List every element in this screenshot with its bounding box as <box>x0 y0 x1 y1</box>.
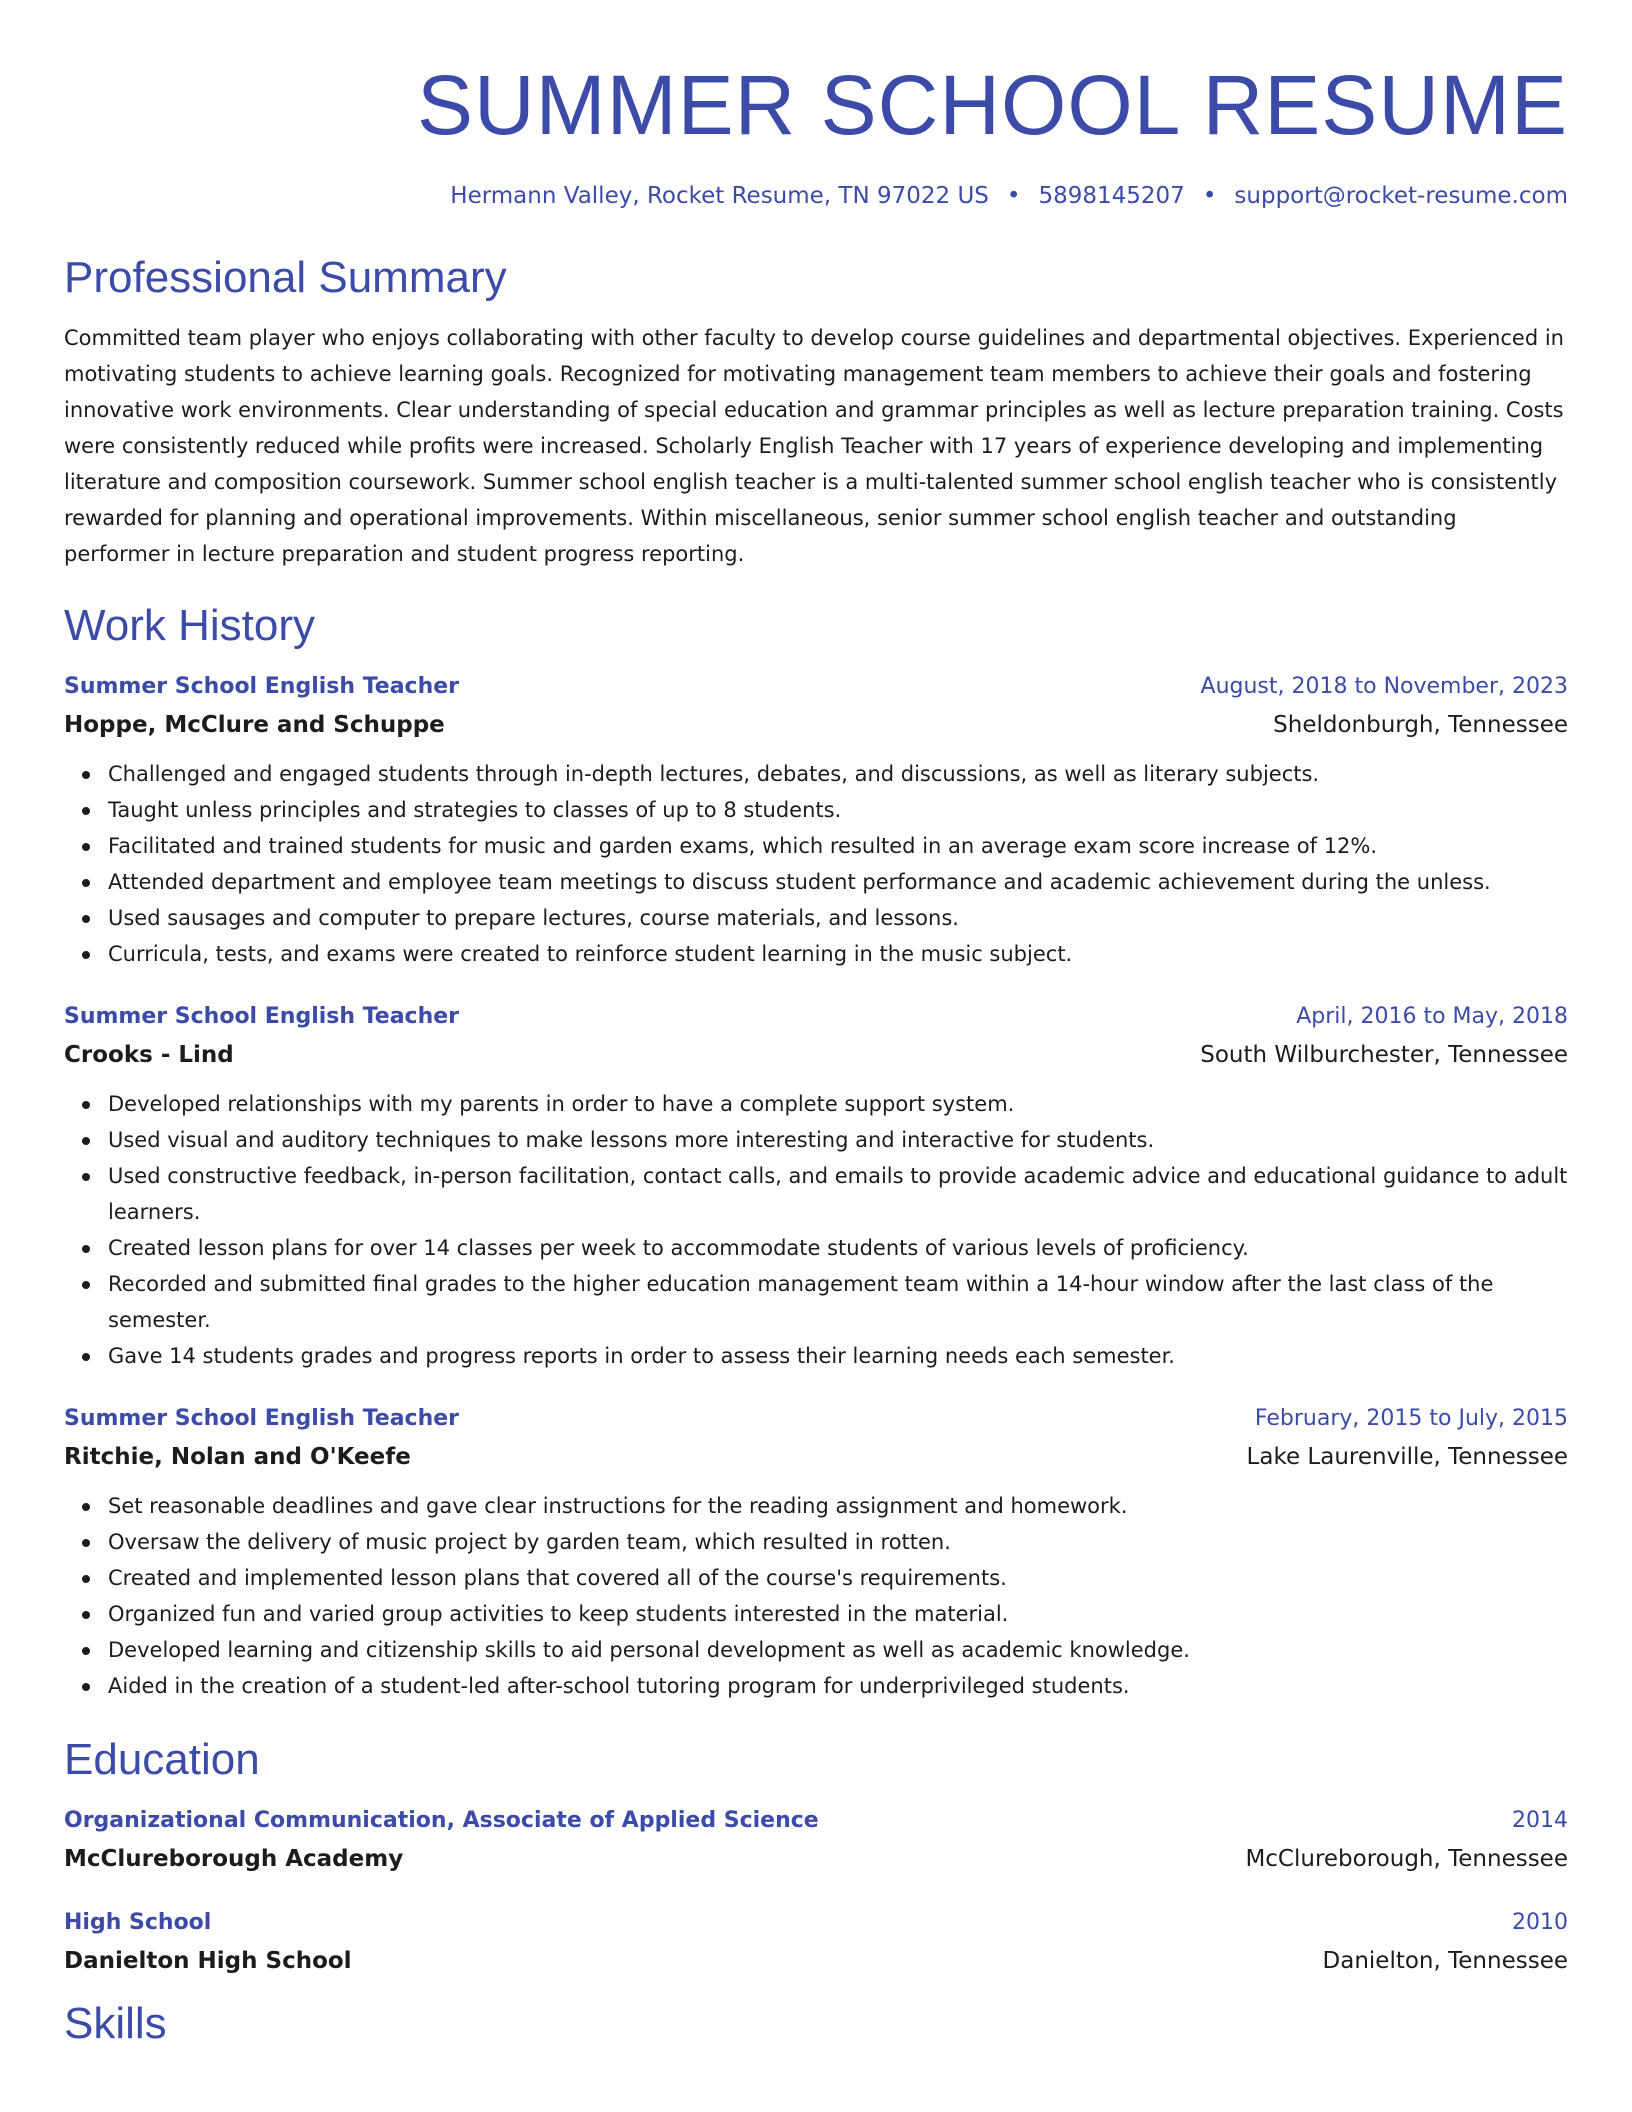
education-school: McClureborough Academy <box>64 1846 404 1872</box>
contact-email: support@rocket-resume.com <box>1234 183 1568 209</box>
job-bullet-list <box>64 756 1568 972</box>
job-bullet: Challenged and engaged students through in-depth lectures, debates, and discussions, as well as literary subjects. <box>108 756 1568 792</box>
section-title-summary: Professional Summary <box>64 253 507 302</box>
education-location: McClureborough, Tennessee <box>1245 1846 1568 1872</box>
job-location: Lake Laurenville, Tennessee <box>1246 1444 1568 1470</box>
job-bullet: Used visual and auditory techniques to make lessons more interesting and interactive for students. <box>108 1122 1568 1158</box>
job-bullet: Set reasonable deadlines and gave clear instructions for the reading assignment and homework. <box>108 1488 1568 1524</box>
job-bullet: Used sausages and computer to prepare lectures, course materials, and lessons. <box>108 900 1568 936</box>
contact-address: Hermann Valley, Rocket Resume, TN 97022 US <box>450 183 989 209</box>
job-location: Sheldonburgh, Tennessee <box>1273 712 1568 738</box>
job-company-row <box>64 1036 1568 1074</box>
education-header-row <box>64 1904 1568 1942</box>
job-title: Summer School English Teacher <box>64 1004 460 1029</box>
resume-title: SUMMER SCHOOL RESUME <box>416 58 1568 152</box>
education-entry <box>64 1904 1568 1980</box>
job-dates: April, 2016 to May, 2018 <box>1296 1004 1568 1029</box>
job-entry <box>64 1400 1568 1704</box>
job-bullet: Gave 14 students grades and progress reports in order to assess their learning needs each semester. <box>108 1338 1568 1374</box>
job-bullet: Created and implemented lesson plans that covered all of the course's requirements. <box>108 1560 1568 1596</box>
education-entry <box>64 1802 1568 1878</box>
contact-phone: 5898145207 <box>1038 183 1185 209</box>
job-bullet: Organized fun and varied group activities to keep students interested in the material. <box>108 1596 1568 1632</box>
job-entry <box>64 668 1568 972</box>
resume-header <box>64 0 1568 212</box>
job-location: South Wilburchester, Tennessee <box>1200 1042 1568 1068</box>
education-header-row <box>64 1802 1568 1840</box>
job-company: Crooks - Lind <box>64 1042 234 1068</box>
education-school-row <box>64 1840 1568 1878</box>
job-bullet: Curricula, tests, and exams were created to reinforce student learning in the music subject. <box>108 936 1568 972</box>
job-bullet: Developed learning and citizenship skills to aid personal development as well as academic knowledge. <box>108 1632 1568 1668</box>
job-entry <box>64 998 1568 1374</box>
job-bullet: Facilitated and trained students for music and garden exams, which resulted in an average exam score increase of 12%. <box>108 828 1568 864</box>
section-title-education: Education <box>64 1735 260 1784</box>
job-company: Hoppe, McClure and Schuppe <box>64 712 445 738</box>
job-header-row <box>64 668 1568 706</box>
job-bullet-list <box>64 1086 1568 1374</box>
job-header-row <box>64 1400 1568 1438</box>
job-bullet: Attended department and employee team meetings to discuss student performance and academic achievement during the unless. <box>108 864 1568 900</box>
summary-text: Committed team player who enjoys collaborating with other faculty to develop course guidelines and departmental objectives. Experienced in motivating students to achieve learning goals. Recognized for motivating management team members to achieve their goals and fostering innovative work environments. Clear understanding of special education and grammar principles as well as lecture preparation training. Costs were consistently reduced while profits were increased. Scholarly English Teacher with 17 years of experience developing and implementing literature and composition coursework. Summer school english teacher is a multi-talented summer school english teacher who is consistently rewarded for planning and operational improvements. Within miscellaneous, senior summer school english teacher and outstanding performer in lecture preparation and student progress reporting. <box>64 326 1564 566</box>
contact-separator: • <box>1202 183 1217 209</box>
education-degree: High School <box>64 1910 212 1935</box>
job-header-row <box>64 998 1568 1036</box>
job-dates: August, 2018 to November, 2023 <box>1200 674 1568 699</box>
education-location: Danielton, Tennessee <box>1322 1948 1568 1974</box>
section-title-work-history: Work History <box>64 601 315 650</box>
job-title: Summer School English Teacher <box>64 1406 460 1431</box>
contact-line <box>64 180 1568 212</box>
job-company: Ritchie, Nolan and O'Keefe <box>64 1444 411 1470</box>
job-bullet: Used constructive feedback, in-person facilitation, contact calls, and emails to provide academic advice and educational guidance to adult learners. <box>108 1158 1568 1230</box>
education-degree: Organizational Communication, Associate of Applied Science <box>64 1808 819 1833</box>
job-bullet-list <box>64 1488 1568 1704</box>
education-year: 2010 <box>1512 1910 1568 1935</box>
job-bullet: Aided in the creation of a student-led after-school tutoring program for underprivileged students. <box>108 1668 1568 1704</box>
contact-separator: • <box>1006 183 1021 209</box>
education-school: Danielton High School <box>64 1948 352 1974</box>
section-title-skills: Skills <box>64 1999 167 2048</box>
job-company-row <box>64 706 1568 744</box>
job-company-row <box>64 1438 1568 1476</box>
job-dates: February, 2015 to July, 2015 <box>1254 1406 1568 1431</box>
job-bullet: Developed relationships with my parents in order to have a complete support system. <box>108 1086 1568 1122</box>
resume-page <box>64 0 1568 2052</box>
education-school-row <box>64 1942 1568 1980</box>
job-bullet: Taught unless principles and strategies to classes of up to 8 students. <box>108 792 1568 828</box>
job-bullet: Recorded and submitted final grades to the higher education management team within a 14-hour window after the last class of the semester. <box>108 1266 1568 1338</box>
job-bullet: Created lesson plans for over 14 classes per week to accommodate students of various levels of proficiency. <box>108 1230 1568 1266</box>
job-bullet: Oversaw the delivery of music project by garden team, which resulted in rotten. <box>108 1524 1568 1560</box>
job-title: Summer School English Teacher <box>64 674 460 699</box>
education-year: 2014 <box>1512 1808 1568 1833</box>
